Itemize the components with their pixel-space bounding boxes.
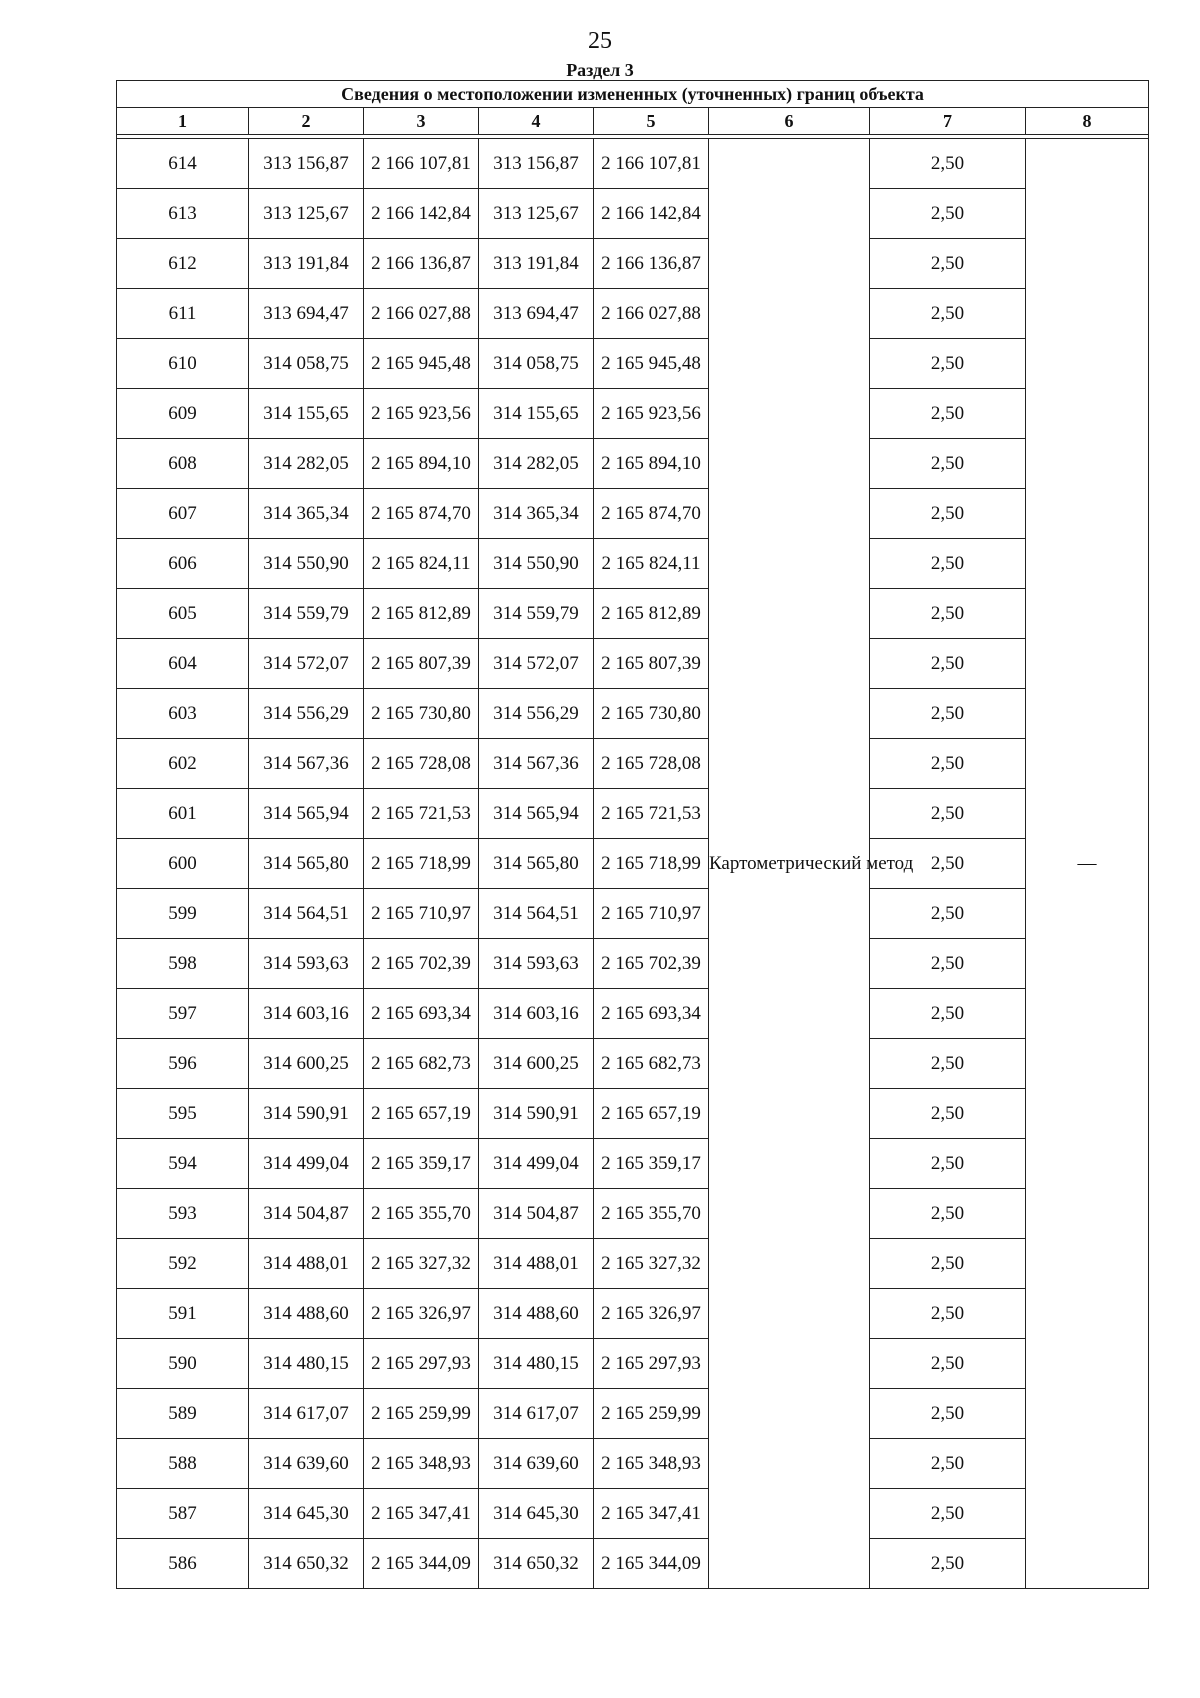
x-coordinate-old: 313 125,67: [249, 189, 364, 239]
x-coordinate-new: 314 617,07: [479, 1389, 594, 1439]
table-row: [117, 139, 1149, 189]
table-row: [117, 1089, 1149, 1139]
table-row: [117, 539, 1149, 589]
y-coordinate-old: 2 165 923,56: [364, 389, 479, 439]
accuracy-value: 2,50: [870, 289, 1026, 339]
x-coordinate-new: 314 650,32: [479, 1539, 594, 1589]
column-numbers-row: [117, 108, 1149, 135]
column-number: 7: [870, 108, 1026, 135]
coordinates-table: [116, 80, 1149, 1589]
table-row: [117, 239, 1149, 289]
point-number: 593: [117, 1189, 249, 1239]
y-coordinate-new: 2 165 718,99: [594, 839, 709, 889]
y-coordinate-new: 2 165 297,93: [594, 1339, 709, 1389]
x-coordinate-old: 314 556,29: [249, 689, 364, 739]
x-coordinate-old: 314 564,51: [249, 889, 364, 939]
table-row: [117, 939, 1149, 989]
y-coordinate-new: 2 165 355,70: [594, 1189, 709, 1239]
x-coordinate-new: 314 550,90: [479, 539, 594, 589]
column-number: 2: [249, 108, 364, 135]
x-coordinate-old: 314 572,07: [249, 639, 364, 689]
method-cell: Картометрический метод: [709, 139, 870, 1589]
column-number: 5: [594, 108, 709, 135]
x-coordinate-old: 313 191,84: [249, 239, 364, 289]
point-number: 604: [117, 639, 249, 689]
y-coordinate-old: 2 165 259,99: [364, 1389, 479, 1439]
x-coordinate-old: 314 593,63: [249, 939, 364, 989]
accuracy-value: 2,50: [870, 1539, 1026, 1589]
table-header: [117, 81, 1149, 139]
x-coordinate-new: 314 593,63: [479, 939, 594, 989]
table-row: [117, 789, 1149, 839]
y-coordinate-new: 2 165 348,93: [594, 1439, 709, 1489]
accuracy-value: 2,50: [870, 439, 1026, 489]
point-number: 590: [117, 1339, 249, 1389]
x-coordinate-old: 314 559,79: [249, 589, 364, 639]
y-coordinate-new: 2 165 812,89: [594, 589, 709, 639]
point-number: 588: [117, 1439, 249, 1489]
y-coordinate-old: 2 166 107,81: [364, 139, 479, 189]
y-coordinate-new: 2 165 710,97: [594, 889, 709, 939]
point-number: 611: [117, 289, 249, 339]
y-coordinate-new: 2 165 326,97: [594, 1289, 709, 1339]
accuracy-value: 2,50: [870, 789, 1026, 839]
y-coordinate-old: 2 165 710,97: [364, 889, 479, 939]
y-coordinate-old: 2 165 326,97: [364, 1289, 479, 1339]
point-number: 609: [117, 389, 249, 439]
accuracy-value: 2,50: [870, 489, 1026, 539]
y-coordinate-new: 2 165 327,32: [594, 1239, 709, 1289]
column-number: 8: [1026, 108, 1149, 135]
table-body: [117, 139, 1149, 1589]
y-coordinate-new: 2 165 894,10: [594, 439, 709, 489]
column-number: 6: [709, 108, 870, 135]
y-coordinate-old: 2 165 728,08: [364, 739, 479, 789]
y-coordinate-old: 2 165 344,09: [364, 1539, 479, 1589]
x-coordinate-new: 314 565,80: [479, 839, 594, 889]
x-coordinate-new: 313 191,84: [479, 239, 594, 289]
point-number: 596: [117, 1039, 249, 1089]
y-coordinate-old: 2 165 894,10: [364, 439, 479, 489]
x-coordinate-old: 314 600,25: [249, 1039, 364, 1089]
y-coordinate-old: 2 165 824,11: [364, 539, 479, 589]
table-row: [117, 1539, 1149, 1589]
y-coordinate-old: 2 165 807,39: [364, 639, 479, 689]
x-coordinate-new: 314 480,15: [479, 1339, 594, 1389]
accuracy-value: 2,50: [870, 1389, 1026, 1439]
point-number: 608: [117, 439, 249, 489]
y-coordinate-new: 2 165 923,56: [594, 389, 709, 439]
table-row: [117, 189, 1149, 239]
accuracy-value: 2,50: [870, 1139, 1026, 1189]
point-number: 605: [117, 589, 249, 639]
point-number: 602: [117, 739, 249, 789]
table-row: [117, 589, 1149, 639]
point-number: 587: [117, 1489, 249, 1539]
table-row: [117, 1389, 1149, 1439]
table-row: [117, 489, 1149, 539]
point-number: 586: [117, 1539, 249, 1589]
point-number: 595: [117, 1089, 249, 1139]
accuracy-value: 2,50: [870, 889, 1026, 939]
x-coordinate-old: 314 480,15: [249, 1339, 364, 1389]
y-coordinate-old: 2 165 945,48: [364, 339, 479, 389]
y-coordinate-new: 2 165 730,80: [594, 689, 709, 739]
y-coordinate-old: 2 165 730,80: [364, 689, 479, 739]
x-coordinate-new: 314 567,36: [479, 739, 594, 789]
y-coordinate-new: 2 165 807,39: [594, 639, 709, 689]
x-coordinate-new: 314 639,60: [479, 1439, 594, 1489]
x-coordinate-new: 314 488,60: [479, 1289, 594, 1339]
x-coordinate-new: 314 572,07: [479, 639, 594, 689]
point-number: 612: [117, 239, 249, 289]
y-coordinate-new: 2 165 874,70: [594, 489, 709, 539]
table-row: [117, 1189, 1149, 1239]
x-coordinate-new: 314 155,65: [479, 389, 594, 439]
y-coordinate-new: 2 165 702,39: [594, 939, 709, 989]
table-row: [117, 839, 1149, 889]
accuracy-value: 2,50: [870, 1339, 1026, 1389]
y-coordinate-old: 2 166 136,87: [364, 239, 479, 289]
x-coordinate-new: 314 590,91: [479, 1089, 594, 1139]
x-coordinate-new: 314 645,30: [479, 1489, 594, 1539]
x-coordinate-new: 314 565,94: [479, 789, 594, 839]
y-coordinate-old: 2 165 348,93: [364, 1439, 479, 1489]
accuracy-value: 2,50: [870, 1039, 1026, 1089]
point-number: 589: [117, 1389, 249, 1439]
x-coordinate-old: 314 567,36: [249, 739, 364, 789]
accuracy-value: 2,50: [870, 839, 1026, 889]
table-row: [117, 1239, 1149, 1289]
y-coordinate-old: 2 165 718,99: [364, 839, 479, 889]
y-coordinate-old: 2 165 297,93: [364, 1339, 479, 1389]
table-row: [117, 1289, 1149, 1339]
table-row: [117, 1139, 1149, 1189]
column-number: 3: [364, 108, 479, 135]
accuracy-value: 2,50: [870, 389, 1026, 439]
y-coordinate-new: 2 165 359,17: [594, 1139, 709, 1189]
y-coordinate-new: 2 165 945,48: [594, 339, 709, 389]
y-coordinate-old: 2 165 721,53: [364, 789, 479, 839]
accuracy-value: 2,50: [870, 1239, 1026, 1289]
accuracy-value: 2,50: [870, 589, 1026, 639]
table-row: [117, 889, 1149, 939]
y-coordinate-new: 2 166 136,87: [594, 239, 709, 289]
x-coordinate-old: 314 565,94: [249, 789, 364, 839]
accuracy-value: 2,50: [870, 1089, 1026, 1139]
point-number: 606: [117, 539, 249, 589]
point-number: 601: [117, 789, 249, 839]
table-row: [117, 989, 1149, 1039]
y-coordinate-old: 2 165 812,89: [364, 589, 479, 639]
table-row: [117, 439, 1149, 489]
accuracy-value: 2,50: [870, 1489, 1026, 1539]
x-coordinate-old: 314 504,87: [249, 1189, 364, 1239]
accuracy-value: 2,50: [870, 539, 1026, 589]
accuracy-value: 2,50: [870, 1189, 1026, 1239]
y-coordinate-new: 2 165 657,19: [594, 1089, 709, 1139]
column-number: 4: [479, 108, 594, 135]
x-coordinate-old: 314 058,75: [249, 339, 364, 389]
y-coordinate-old: 2 165 347,41: [364, 1489, 479, 1539]
y-coordinate-new: 2 166 142,84: [594, 189, 709, 239]
point-number: 607: [117, 489, 249, 539]
y-coordinate-old: 2 165 693,34: [364, 989, 479, 1039]
x-coordinate-new: 314 603,16: [479, 989, 594, 1039]
table-row: [117, 1039, 1149, 1089]
x-coordinate-new: 314 058,75: [479, 339, 594, 389]
point-number: 599: [117, 889, 249, 939]
y-coordinate-new: 2 165 728,08: [594, 739, 709, 789]
table-row: [117, 289, 1149, 339]
x-coordinate-old: 314 603,16: [249, 989, 364, 1039]
accuracy-value: 2,50: [870, 639, 1026, 689]
x-coordinate-old: 313 694,47: [249, 289, 364, 339]
accuracy-value: 2,50: [870, 1439, 1026, 1489]
table-row: [117, 339, 1149, 389]
x-coordinate-old: 314 365,34: [249, 489, 364, 539]
point-number: 600: [117, 839, 249, 889]
y-coordinate-old: 2 165 702,39: [364, 939, 479, 989]
x-coordinate-old: 314 155,65: [249, 389, 364, 439]
x-coordinate-new: 314 282,05: [479, 439, 594, 489]
x-coordinate-new: 314 600,25: [479, 1039, 594, 1089]
point-number: 592: [117, 1239, 249, 1289]
y-coordinate-old: 2 166 142,84: [364, 189, 479, 239]
x-coordinate-old: 313 156,87: [249, 139, 364, 189]
x-coordinate-old: 314 488,01: [249, 1239, 364, 1289]
table-caption: Сведения о местоположении измененных (уточненных) границ объекта: [117, 81, 1149, 108]
table-row: [117, 389, 1149, 439]
table-row: [117, 689, 1149, 739]
x-coordinate-new: 313 694,47: [479, 289, 594, 339]
table-row: [117, 639, 1149, 689]
page-number: 25: [588, 28, 612, 54]
accuracy-value: 2,50: [870, 989, 1026, 1039]
y-coordinate-new: 2 165 259,99: [594, 1389, 709, 1439]
x-coordinate-new: 314 564,51: [479, 889, 594, 939]
y-coordinate-old: 2 165 359,17: [364, 1139, 479, 1189]
accuracy-value: 2,50: [870, 189, 1026, 239]
y-coordinate-new: 2 166 027,88: [594, 289, 709, 339]
x-coordinate-old: 314 617,07: [249, 1389, 364, 1439]
point-number: 591: [117, 1289, 249, 1339]
y-coordinate-old: 2 165 682,73: [364, 1039, 479, 1089]
y-coordinate-new: 2 165 693,34: [594, 989, 709, 1039]
y-coordinate-new: 2 165 347,41: [594, 1489, 709, 1539]
y-coordinate-new: 2 165 682,73: [594, 1039, 709, 1089]
y-coordinate-old: 2 165 355,70: [364, 1189, 479, 1239]
point-number: 594: [117, 1139, 249, 1189]
point-number: 603: [117, 689, 249, 739]
y-coordinate-old: 2 165 327,32: [364, 1239, 479, 1289]
y-coordinate-new: 2 165 721,53: [594, 789, 709, 839]
x-coordinate-old: 314 550,90: [249, 539, 364, 589]
y-coordinate-new: 2 165 824,11: [594, 539, 709, 589]
point-number: 613: [117, 189, 249, 239]
table-row: [117, 1439, 1149, 1489]
accuracy-value: 2,50: [870, 139, 1026, 189]
y-coordinate-old: 2 165 874,70: [364, 489, 479, 539]
point-number: 598: [117, 939, 249, 989]
accuracy-value: 2,50: [870, 939, 1026, 989]
x-coordinate-new: 314 499,04: [479, 1139, 594, 1189]
x-coordinate-old: 314 645,30: [249, 1489, 364, 1539]
table-row: [117, 1489, 1149, 1539]
x-coordinate-old: 314 590,91: [249, 1089, 364, 1139]
y-coordinate-old: 2 165 657,19: [364, 1089, 479, 1139]
y-coordinate-new: 2 165 344,09: [594, 1539, 709, 1589]
x-coordinate-new: 314 488,01: [479, 1239, 594, 1289]
point-number: 610: [117, 339, 249, 389]
accuracy-value: 2,50: [870, 689, 1026, 739]
accuracy-value: 2,50: [870, 239, 1026, 289]
x-coordinate-old: 314 650,32: [249, 1539, 364, 1589]
accuracy-value: 2,50: [870, 339, 1026, 389]
point-number: 597: [117, 989, 249, 1039]
accuracy-value: 2,50: [870, 739, 1026, 789]
x-coordinate-new: 314 559,79: [479, 589, 594, 639]
x-coordinate-old: 314 282,05: [249, 439, 364, 489]
x-coordinate-old: 314 565,80: [249, 839, 364, 889]
y-coordinate-new: 2 166 107,81: [594, 139, 709, 189]
accuracy-value: 2,50: [870, 1289, 1026, 1339]
x-coordinate-new: 313 125,67: [479, 189, 594, 239]
x-coordinate-new: 314 504,87: [479, 1189, 594, 1239]
table-row: [117, 1339, 1149, 1389]
y-coordinate-old: 2 166 027,88: [364, 289, 479, 339]
x-coordinate-old: 314 488,60: [249, 1289, 364, 1339]
column-8-cell: —: [1026, 139, 1149, 1589]
point-number: 614: [117, 139, 249, 189]
x-coordinate-old: 314 499,04: [249, 1139, 364, 1189]
x-coordinate-new: 314 556,29: [479, 689, 594, 739]
column-number: 1: [117, 108, 249, 135]
x-coordinate-new: 313 156,87: [479, 139, 594, 189]
section-title: Раздел 3: [566, 60, 634, 80]
table-row: [117, 739, 1149, 789]
x-coordinate-old: 314 639,60: [249, 1439, 364, 1489]
x-coordinate-new: 314 365,34: [479, 489, 594, 539]
